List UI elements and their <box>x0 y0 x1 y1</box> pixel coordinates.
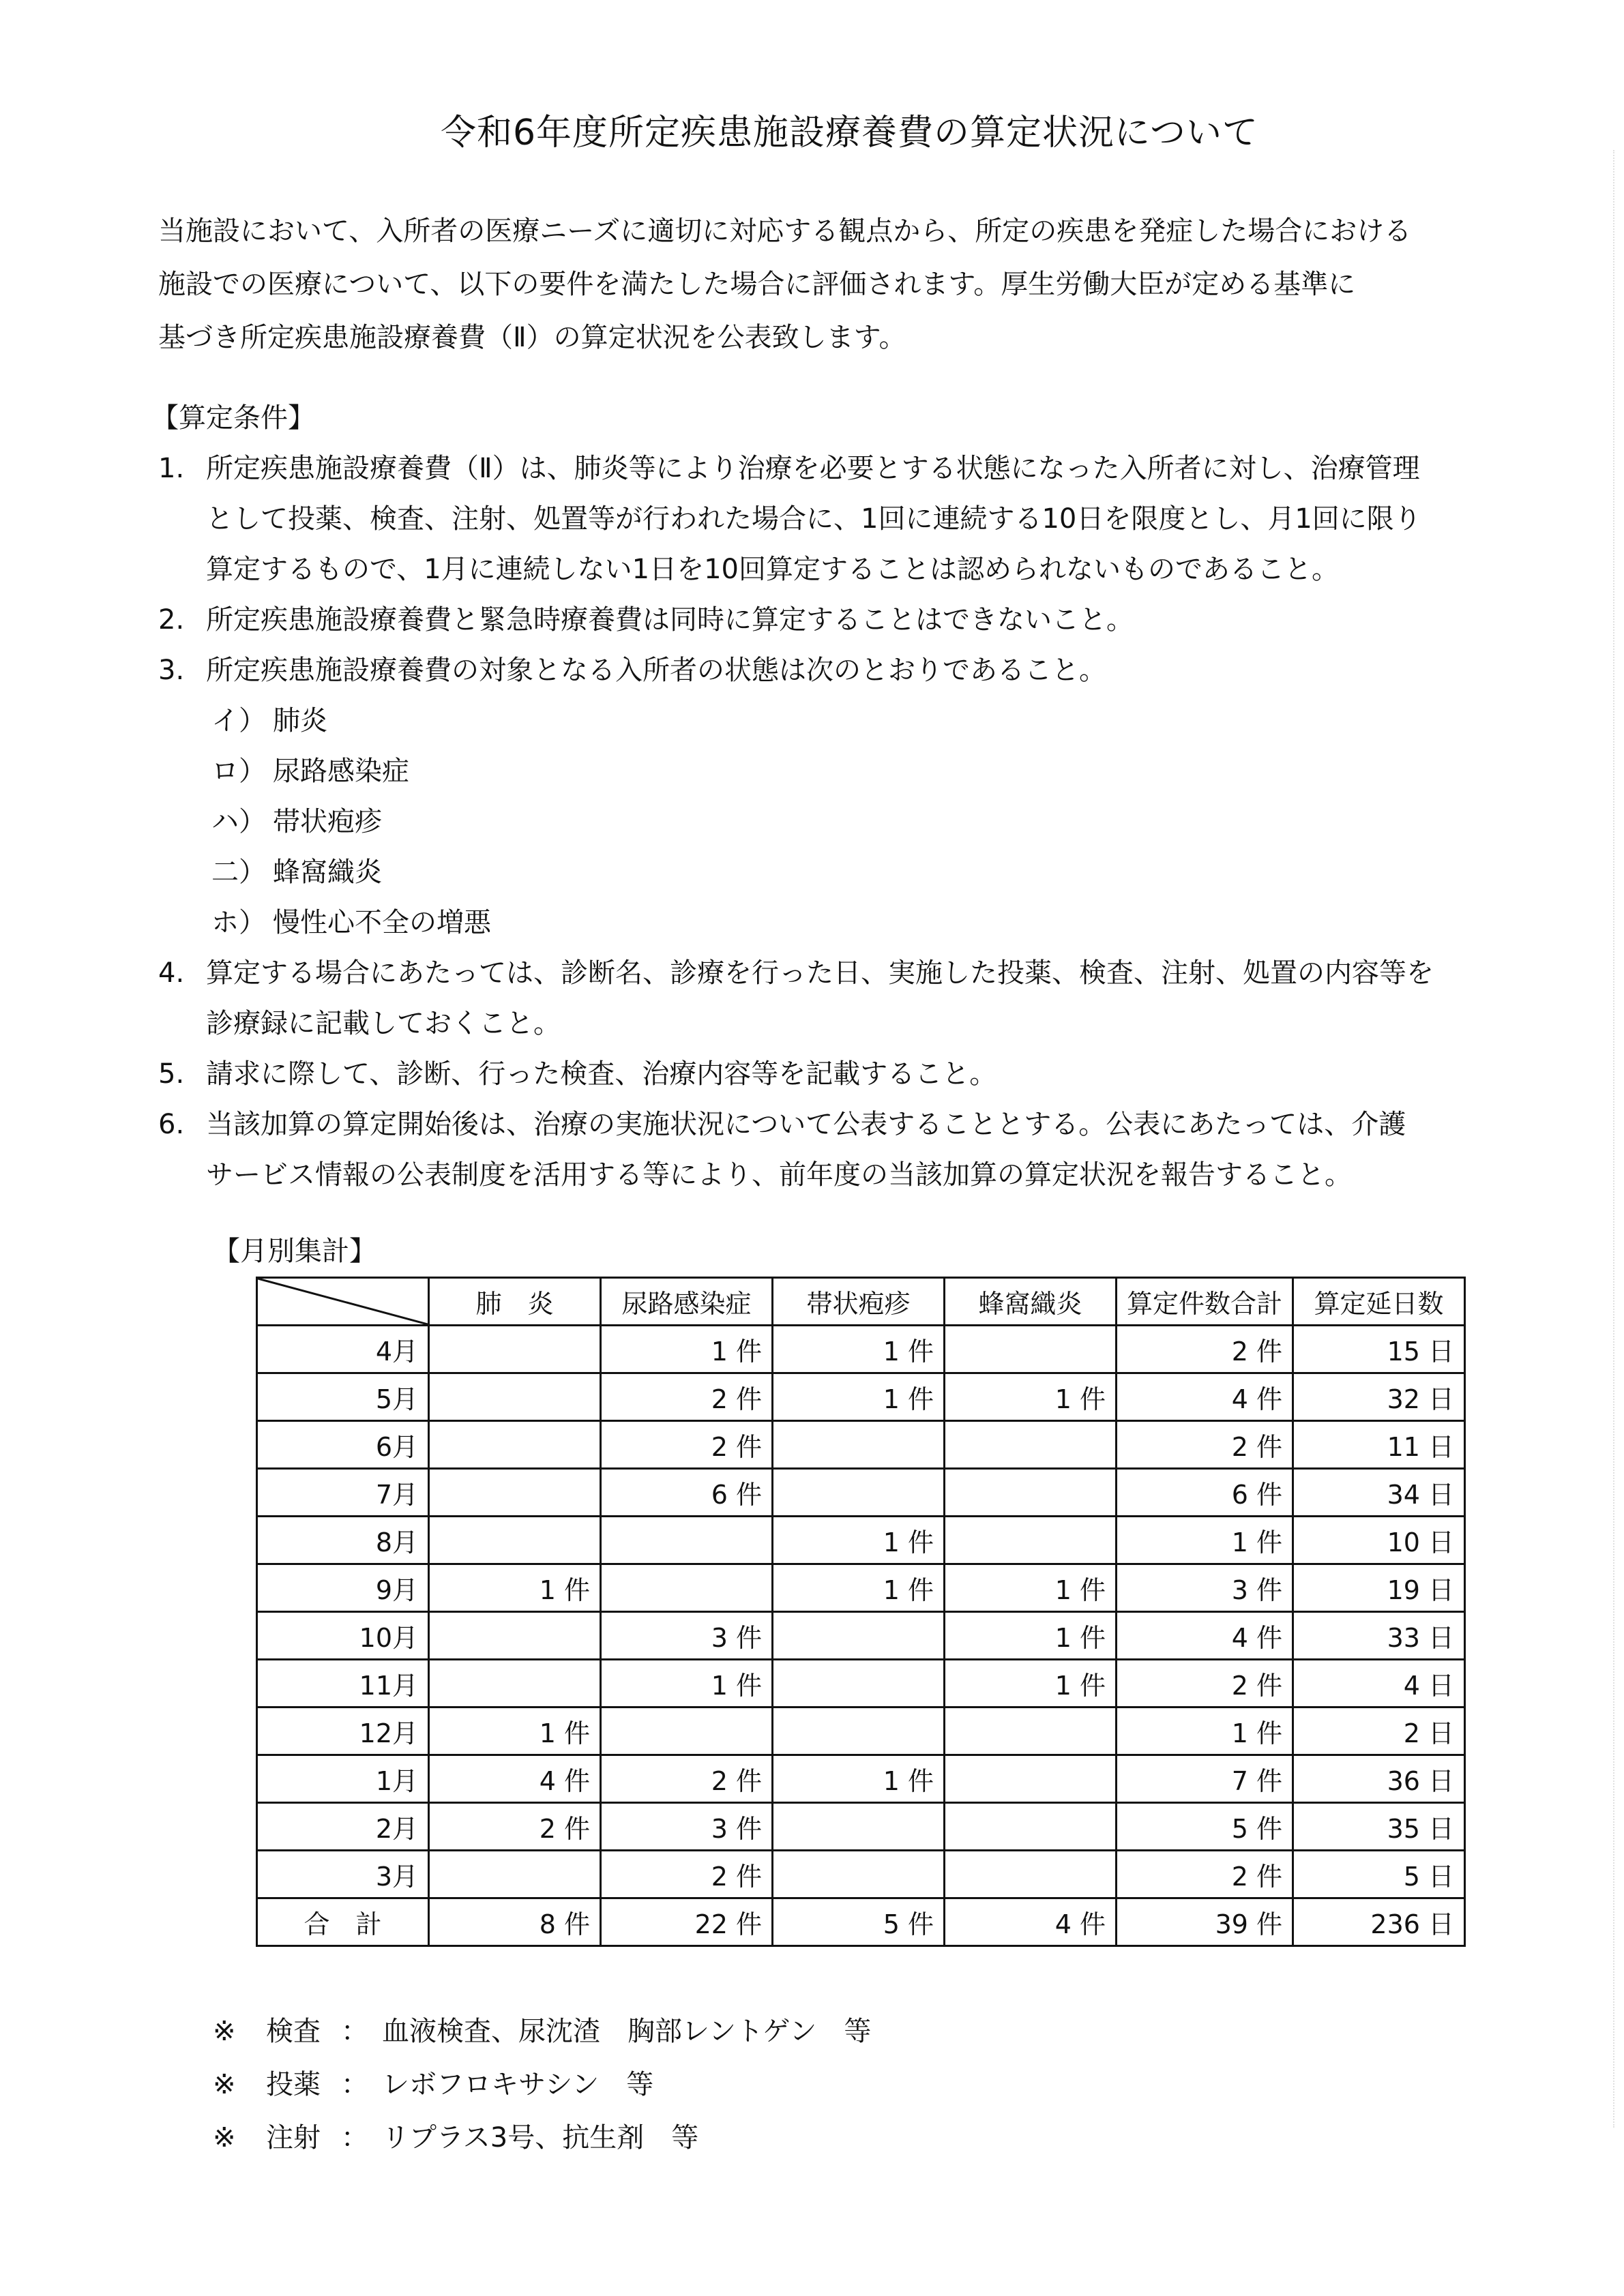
table-cell: 6 件 <box>601 1469 773 1517</box>
table-cell: 3 件 <box>601 1803 773 1851</box>
total-row <box>257 1898 1465 1946</box>
table-cell: 6 件 <box>1117 1469 1293 1517</box>
table-cell: 2 件 <box>1117 1326 1293 1373</box>
disease-name: 肺炎 <box>273 705 327 736</box>
disease-item <box>158 847 1495 897</box>
table-cell <box>945 1421 1117 1469</box>
table-cell <box>601 1517 773 1564</box>
month-cell: 8月 <box>257 1517 429 1564</box>
disease-item <box>158 696 1495 746</box>
month-cell: 7月 <box>257 1469 429 1517</box>
table-cell <box>773 1660 945 1708</box>
condition-line: 算定する場合にあたっては、診断名、診療を行った日、実施した投薬、検査、注射、処置の内容等を <box>206 957 1434 989</box>
disease-item <box>158 746 1495 796</box>
table-cell <box>773 1469 945 1517</box>
table-row <box>257 1803 1465 1851</box>
condition-line: 請求に際して、診断、行った検査、治療内容等を記載すること。 <box>206 1058 997 1090</box>
total-cell: 22 件 <box>601 1898 773 1946</box>
table-cell: 5 日 <box>1293 1851 1465 1898</box>
table-cell <box>773 1708 945 1755</box>
table-cell <box>773 1803 945 1851</box>
column-header: 帯状疱疹 <box>773 1278 945 1326</box>
table-cell <box>429 1373 601 1421</box>
table-cell: 2 件 <box>601 1755 773 1803</box>
conditions-list <box>158 443 1495 1200</box>
table-cell: 1 件 <box>601 1326 773 1373</box>
table-cell <box>429 1851 601 1898</box>
table-row <box>257 1373 1465 1421</box>
disease-name: 蜂窩織炎 <box>273 856 382 888</box>
disease-name: 尿路感染症 <box>273 756 409 787</box>
note-colon: ： <box>341 2122 368 2153</box>
total-cell: 236 日 <box>1293 1898 1465 1946</box>
table-cell: 4 日 <box>1293 1660 1465 1708</box>
condition-item <box>158 1049 1495 1099</box>
table-cell: 4 件 <box>1117 1373 1293 1421</box>
note-item <box>213 2005 871 2058</box>
table-cell: 34 日 <box>1293 1469 1465 1517</box>
disease-mark: ホ） <box>211 907 266 938</box>
scan-edge-marks <box>1613 150 1624 2128</box>
intro-line: 施設での医療について、以下の要件を満たした場合に評価されます。厚生労働大臣が定める基準に <box>158 269 1356 300</box>
table-cell: 3 件 <box>601 1612 773 1660</box>
conditions-heading: 【算定条件】 <box>151 402 315 434</box>
condition-line: 所定疾患施設療養費（Ⅱ）は、肺炎等により治療を必要とする状態になった入所者に対し、治療管理 <box>206 453 1420 484</box>
note-item <box>213 2058 871 2111</box>
table-cell <box>945 1326 1117 1373</box>
table-cell: 10 日 <box>1293 1517 1465 1564</box>
condition-number: 1. <box>158 453 185 484</box>
table-cell: 2 件 <box>429 1803 601 1851</box>
table-cell: 2 件 <box>1117 1851 1293 1898</box>
month-cell: 10月 <box>257 1612 429 1660</box>
total-cell: 39 件 <box>1117 1898 1293 1946</box>
table-row <box>257 1612 1465 1660</box>
disease-name: 帯状疱疹 <box>273 806 382 837</box>
disease-name: 慢性心不全の増悪 <box>273 907 491 938</box>
table-cell <box>945 1708 1117 1755</box>
table-cell <box>429 1517 601 1564</box>
table-cell: 3 件 <box>1117 1564 1293 1612</box>
month-cell: 5月 <box>257 1373 429 1421</box>
table-cell: 1 件 <box>429 1708 601 1755</box>
condition-item <box>158 443 1495 595</box>
condition-line: 所定疾患施設療養費と緊急時療養費は同時に算定することはできないこと。 <box>206 604 1134 636</box>
column-header: 肺 炎 <box>429 1278 601 1326</box>
table-cell <box>945 1469 1117 1517</box>
table-cell <box>601 1708 773 1755</box>
note-label: 投薬 <box>266 2069 321 2100</box>
table-cell <box>601 1564 773 1612</box>
total-label: 合 計 <box>257 1898 429 1946</box>
table-cell: 5 件 <box>1117 1803 1293 1851</box>
table-cell: 1 件 <box>945 1612 1117 1660</box>
table-cell: 1 件 <box>773 1564 945 1612</box>
note-text: レボフロキサシン 等 <box>382 2069 654 2100</box>
table-cell: 1 件 <box>945 1660 1117 1708</box>
note-text: 血液検査、尿沈渣 胸部レントゲン 等 <box>382 2016 872 2047</box>
table-corner-cell <box>257 1278 429 1326</box>
table-cell: 2 日 <box>1293 1708 1465 1755</box>
condition-line: 所定疾患施設療養費の対象となる入所者の状態は次のとおりであること。 <box>206 655 1106 686</box>
table-cell: 33 日 <box>1293 1612 1465 1660</box>
condition-line: 診療録に記載しておくこと。 <box>206 1008 561 1039</box>
table-cell <box>773 1421 945 1469</box>
column-header: 尿路感染症 <box>601 1278 773 1326</box>
table-cell: 7 件 <box>1117 1755 1293 1803</box>
table-row <box>257 1469 1465 1517</box>
table-row <box>257 1564 1465 1612</box>
table-row <box>257 1326 1465 1373</box>
total-cell: 4 件 <box>945 1898 1117 1946</box>
condition-number: 3. <box>158 655 185 686</box>
disease-mark: ロ） <box>211 756 266 787</box>
table-cell: 4 件 <box>429 1755 601 1803</box>
note-marker: ※ <box>213 2069 236 2100</box>
table-cell: 35 日 <box>1293 1803 1465 1851</box>
table-cell: 36 日 <box>1293 1755 1465 1803</box>
table-cell: 11 日 <box>1293 1421 1465 1469</box>
table-row <box>257 1421 1465 1469</box>
monthly-summary-table <box>256 1277 1466 1947</box>
disease-mark: ハ） <box>211 806 266 837</box>
table-cell <box>429 1660 601 1708</box>
total-cell: 8 件 <box>429 1898 601 1946</box>
condition-item <box>158 645 1495 696</box>
note-colon: ： <box>341 2069 368 2100</box>
condition-number: 2. <box>158 604 185 636</box>
disease-item <box>158 897 1495 948</box>
table-cell <box>773 1851 945 1898</box>
page-title: 令和6年度所定疾患施設療養費の算定状況について <box>440 113 1259 153</box>
condition-number: 5. <box>158 1058 185 1090</box>
table-cell: 2 件 <box>1117 1660 1293 1708</box>
condition-number: 4. <box>158 957 185 989</box>
table-header-row <box>257 1278 1465 1326</box>
table-cell: 1 件 <box>773 1326 945 1373</box>
table-row <box>257 1517 1465 1564</box>
table-cell <box>945 1803 1117 1851</box>
note-item <box>213 2111 871 2164</box>
month-cell: 1月 <box>257 1755 429 1803</box>
table-cell: 2 件 <box>601 1373 773 1421</box>
condition-line: サービス情報の公表制度を活用する等により、前年度の当該加算の算定状況を報告すること。 <box>206 1159 1352 1191</box>
table-heading: 【月別集計】 <box>213 1236 377 1267</box>
month-cell: 6月 <box>257 1421 429 1469</box>
disease-mark: 二） <box>211 856 266 888</box>
month-cell: 2月 <box>257 1803 429 1851</box>
condition-item <box>158 948 1495 1049</box>
table-cell: 2 件 <box>601 1421 773 1469</box>
table-cell: 1 件 <box>945 1373 1117 1421</box>
table-cell: 1 件 <box>773 1517 945 1564</box>
total-cell: 5 件 <box>773 1898 945 1946</box>
month-cell: 3月 <box>257 1851 429 1898</box>
table-row <box>257 1660 1465 1708</box>
table-cell: 19 日 <box>1293 1564 1465 1612</box>
table-cell: 1 件 <box>773 1755 945 1803</box>
intro-line: 基づき所定疾患施設療養費（Ⅱ）の算定状況を公表致します。 <box>158 322 906 353</box>
table-cell <box>945 1851 1117 1898</box>
note-marker: ※ <box>213 2016 236 2047</box>
table-body <box>257 1326 1465 1946</box>
table-cell <box>945 1517 1117 1564</box>
note-text: リプラス3号、抗生剤 等 <box>382 2122 699 2153</box>
table-row <box>257 1851 1465 1898</box>
condition-line: 当該加算の算定開始後は、治療の実施状況について公表することとする。公表にあたっては、介護 <box>206 1109 1406 1140</box>
condition-line: として投薬、検査、注射、処置等が行われた場合に、1回に連続する10日を限度とし、月1回に限り <box>206 503 1421 535</box>
table-cell: 1 件 <box>773 1373 945 1421</box>
column-header: 算定件数合計 <box>1117 1278 1293 1326</box>
table-cell: 1 件 <box>945 1564 1117 1612</box>
table-cell <box>429 1421 601 1469</box>
disease-mark: イ） <box>211 705 266 736</box>
table-row <box>257 1755 1465 1803</box>
table-cell: 15 日 <box>1293 1326 1465 1373</box>
table-cell <box>429 1326 601 1373</box>
month-cell: 11月 <box>257 1660 429 1708</box>
table-row <box>257 1708 1465 1755</box>
column-header: 算定延日数 <box>1293 1278 1465 1326</box>
note-label: 注射 <box>266 2122 321 2153</box>
notes-list <box>213 2005 871 2164</box>
table-cell <box>429 1469 601 1517</box>
table-cell: 2 件 <box>1117 1421 1293 1469</box>
note-label: 検査 <box>266 2016 321 2047</box>
diagonal-line <box>258 1279 428 1324</box>
note-colon: ： <box>341 2016 368 2047</box>
month-cell: 4月 <box>257 1326 429 1373</box>
table-cell: 1 件 <box>601 1660 773 1708</box>
table-cell: 1 件 <box>429 1564 601 1612</box>
table-cell: 4 件 <box>1117 1612 1293 1660</box>
table-cell: 32 日 <box>1293 1373 1465 1421</box>
month-cell: 9月 <box>257 1564 429 1612</box>
table-cell: 1 件 <box>1117 1708 1293 1755</box>
condition-item <box>158 1099 1495 1200</box>
disease-item <box>158 796 1495 847</box>
intro-paragraph <box>158 205 1495 364</box>
condition-number: 6. <box>158 1109 185 1140</box>
condition-line: 算定するもので、1月に連続しない1日を10回算定することは認められないものであること。 <box>206 554 1339 585</box>
table-cell: 2 件 <box>601 1851 773 1898</box>
table-cell: 1 件 <box>1117 1517 1293 1564</box>
intro-line: 当施設において、入所者の医療ニーズに適切に対応する観点から、所定の疾患を発症した場合における <box>158 215 1412 247</box>
column-header: 蜂窩織炎 <box>945 1278 1117 1326</box>
table-cell <box>945 1755 1117 1803</box>
table-cell <box>429 1612 601 1660</box>
note-marker: ※ <box>213 2122 236 2153</box>
month-cell: 12月 <box>257 1708 429 1755</box>
table-cell <box>773 1612 945 1660</box>
condition-item <box>158 595 1495 645</box>
